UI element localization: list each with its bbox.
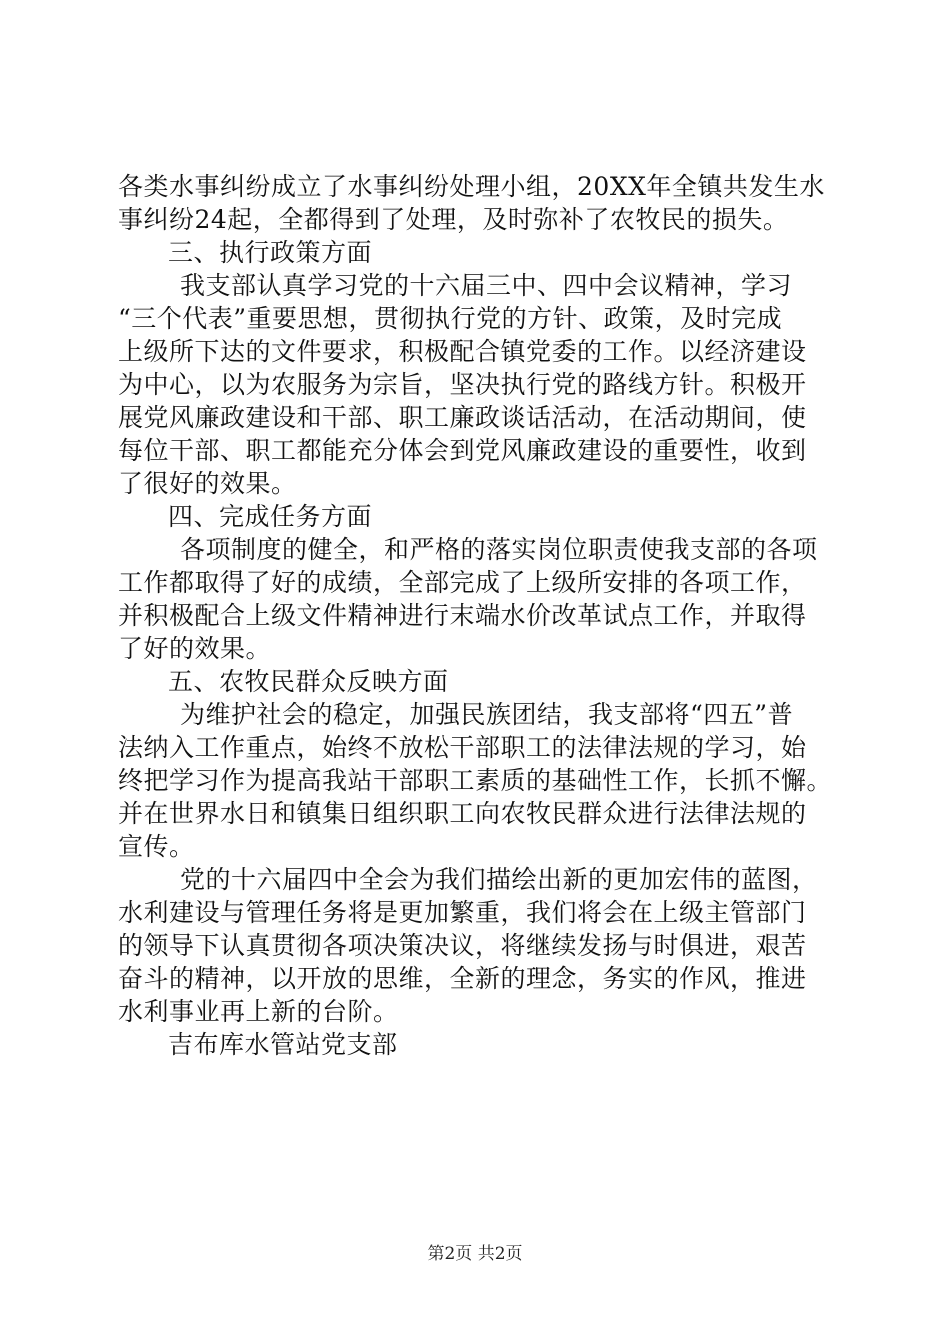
paragraph-line: 终把学习作为提高我站干部职工素质的基础性工作，长抓不懈。 bbox=[118, 766, 833, 795]
paragraph-line: 并积极配合上级文件精神进行末端水价改革试点工作，并取得 bbox=[118, 601, 807, 630]
paragraph-line: 展党风廉政建设和干部、职工廉政谈话活动，在活动期间，使 bbox=[118, 403, 807, 432]
page-number-label: 第2页 共2页 bbox=[427, 1244, 523, 1264]
signature-line: 吉布库水管站党支部 bbox=[168, 1030, 398, 1059]
paragraph-line: 水利建设与管理任务将是更加繁重，我们将会在上级主管部门 bbox=[118, 898, 807, 927]
paragraph-line: 各类水事纠纷成立了水事纠纷处理小组，20XX年全镇共发生水 bbox=[118, 172, 825, 201]
document-body bbox=[118, 170, 838, 1061]
paragraph-line: 宣传。 bbox=[118, 832, 195, 861]
paragraph-line: 党的十六届四中全会为我们描绘出新的更加宏伟的蓝图， bbox=[180, 865, 818, 894]
paragraph-line: 法纳入工作重点，始终不放松干部职工的法律法规的学习，始 bbox=[118, 733, 807, 762]
paragraph-line: 的领导下认真贯彻各项决策决议，将继续发扬与时俱进，艰苦 bbox=[118, 931, 807, 960]
paragraph-line: 了很好的效果。 bbox=[118, 469, 297, 498]
paragraph-line: 各项制度的健全，和严格的落实岗位职责使我支部的各项 bbox=[180, 535, 818, 564]
paragraph-line: 了好的效果。 bbox=[118, 634, 272, 663]
paragraph-line: 每位干部、职工都能充分体会到党风廉政建设的重要性，收到 bbox=[118, 436, 807, 465]
paragraph-line: 工作都取得了好的成绩，全部完成了上级所安排的各项工作， bbox=[118, 568, 807, 597]
paragraph-line: 为维护社会的稳定，加强民族团结，我支部将“四五”普 bbox=[180, 700, 794, 729]
paragraph-line: 为中心，以为农服务为宗旨，坚决执行党的路线方针。积极开 bbox=[118, 370, 807, 399]
section-heading: 三、执行政策方面 bbox=[168, 238, 373, 267]
paragraph-line: “三个代表”重要思想，贯彻执行党的方针、政策，及时完成 bbox=[118, 304, 783, 333]
section-heading: 五、农牧民群众反映方面 bbox=[168, 667, 449, 696]
paragraph-line: 奋斗的精神，以开放的思维，全新的理念，务实的作风，推进 bbox=[118, 964, 807, 993]
paragraph-line: 上级所下达的文件要求，积极配合镇党委的工作。以经济建设 bbox=[118, 337, 807, 366]
paragraph-line: 并在世界水日和镇集日组织职工向农牧民群众进行法律法规的 bbox=[118, 799, 807, 828]
paragraph-line: 水利事业再上新的台阶。 bbox=[118, 997, 399, 1026]
page-footer bbox=[0, 1243, 950, 1265]
section-heading: 四、完成任务方面 bbox=[168, 502, 373, 531]
paragraph-line: 事纠纷24起，全都得到了处理，及时弥补了农牧民的损失。 bbox=[118, 205, 789, 234]
paragraph-line: 我支部认真学习党的十六届三中、四中会议精神，学习 bbox=[180, 271, 793, 300]
